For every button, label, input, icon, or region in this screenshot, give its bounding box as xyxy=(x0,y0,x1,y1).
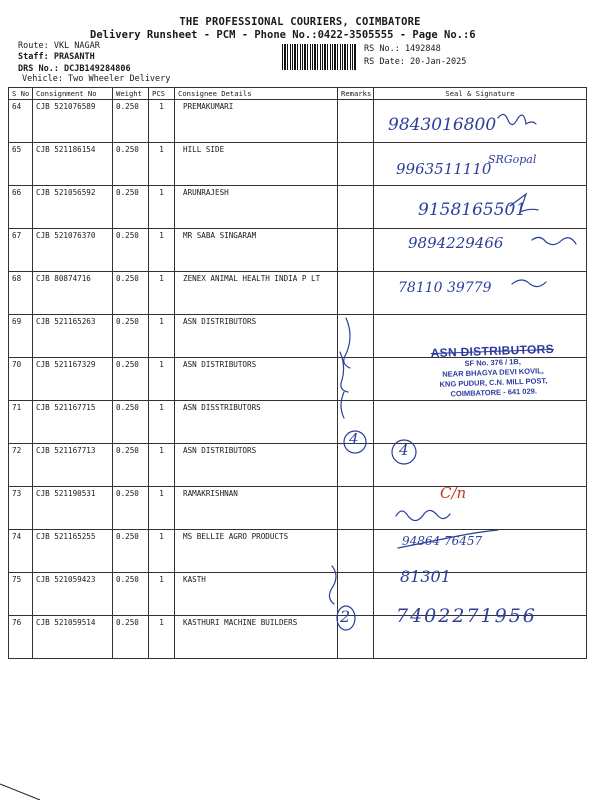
stamp-line-3: KNG PUDUR, C.N. MILL POST, xyxy=(439,376,548,389)
col-weight: Weight xyxy=(113,88,149,100)
cell-pcs: 1 xyxy=(149,573,175,616)
cell-consignment: CJB 521167715 xyxy=(33,401,113,444)
hw-phone-64: 9843016800 xyxy=(388,115,497,135)
cell-remarks xyxy=(338,143,374,186)
cell-weight: 0.250 xyxy=(113,186,149,229)
cell-consignee: HILL SIDE xyxy=(175,143,338,186)
cell-sno: 70 xyxy=(9,358,33,401)
cell-consignment: CJB 521059514 xyxy=(33,616,113,659)
stamp-line-4: COIMBATORE - 641 029. xyxy=(450,386,538,399)
barcode xyxy=(282,44,357,70)
cell-weight: 0.250 xyxy=(113,530,149,573)
cell-pcs: 1 xyxy=(149,186,175,229)
cell-consignee: ASN DISTRIBUTORS xyxy=(175,315,338,358)
cell-weight: 0.250 xyxy=(113,487,149,530)
cell-consignee: KASTH xyxy=(175,573,338,616)
cell-pcs: 1 xyxy=(149,272,175,315)
cell-consignee: ASN DISTRIBUTORS xyxy=(175,358,338,401)
cell-remarks xyxy=(338,315,374,358)
cell-sno: 75 xyxy=(9,573,33,616)
cell-weight: 0.250 xyxy=(113,272,149,315)
table-row xyxy=(9,444,587,487)
cell-pcs: 1 xyxy=(149,444,175,487)
cell-consignee: RAMAKRISHNAN xyxy=(175,487,338,530)
cell-sno: 67 xyxy=(9,229,33,272)
cell-sno: 73 xyxy=(9,487,33,530)
col-sno: S No xyxy=(9,88,33,100)
cell-signature xyxy=(374,401,587,444)
cell-remarks xyxy=(338,530,374,573)
cell-consignment: CJB 521167713 xyxy=(33,444,113,487)
cell-consignment: CJB 521076589 xyxy=(33,100,113,143)
cell-weight: 0.250 xyxy=(113,358,149,401)
table-row xyxy=(9,530,587,573)
cell-remarks xyxy=(338,100,374,143)
cell-weight: 0.250 xyxy=(113,401,149,444)
cell-sno: 68 xyxy=(9,272,33,315)
cell-consignee: ZENEX ANIMAL HEALTH INDIA P LT xyxy=(175,272,338,315)
cell-consignment: CJB 521165255 xyxy=(33,530,113,573)
hw-sign-75: 81301 xyxy=(400,567,451,586)
rs-date: RS Date: 20-Jan-2025 xyxy=(364,57,467,67)
cell-consignee: ASN DISSTRIBUTORS xyxy=(175,401,338,444)
route: Route: VKL NAGAR xyxy=(18,41,100,51)
cell-pcs: 1 xyxy=(149,229,175,272)
rs-number: RS No.: 1492848 xyxy=(364,44,441,54)
cell-consignee: KASTHURI MACHINE BUILDERS xyxy=(175,616,338,659)
vehicle: Vehicle: Two Wheeler Delivery xyxy=(22,74,171,84)
cell-consignment: CJB 521056592 xyxy=(33,186,113,229)
hw-phone-74: 94864 76457 xyxy=(402,534,483,548)
drs-number: DRS No.: DCJB149284806 xyxy=(18,64,131,74)
hw-sign-72: 4 xyxy=(399,441,409,459)
cell-sno: 66 xyxy=(9,186,33,229)
cell-sno: 72 xyxy=(9,444,33,487)
cell-consignment: CJB 80874716 xyxy=(33,272,113,315)
cell-pcs: 1 xyxy=(149,143,175,186)
col-consignment: Consignment No xyxy=(33,88,113,100)
cell-weight: 0.250 xyxy=(113,616,149,659)
company-stamp xyxy=(407,341,579,401)
cell-weight: 0.250 xyxy=(113,143,149,186)
cell-remarks xyxy=(338,229,374,272)
hw-phone-66: 9158165501 xyxy=(418,200,527,220)
cell-weight: 0.250 xyxy=(113,229,149,272)
table-header xyxy=(9,88,587,100)
staff: Staff: PRASANTH xyxy=(18,52,95,62)
hw-sign-73: C/n xyxy=(440,484,467,502)
cell-weight: 0.250 xyxy=(113,573,149,616)
cell-remarks xyxy=(338,358,374,401)
cell-pcs: 1 xyxy=(149,487,175,530)
cell-remarks xyxy=(338,272,374,315)
cell-remarks xyxy=(338,186,374,229)
cell-remarks xyxy=(338,444,374,487)
stamp-line-2: NEAR BHAGYA DEVI KOVIL, xyxy=(442,366,544,379)
sheet-title: THE PROFESSIONAL COURIERS, COIMBATORE xyxy=(179,16,421,28)
table-row xyxy=(9,401,587,444)
cell-sno: 65 xyxy=(9,143,33,186)
cell-pcs: 1 xyxy=(149,530,175,573)
col-pcs: PCS xyxy=(149,88,175,100)
cell-remarks xyxy=(338,487,374,530)
cell-consignment: CJB 521059423 xyxy=(33,573,113,616)
cell-pcs: 1 xyxy=(149,315,175,358)
hw-phone-65: 9963511110 xyxy=(396,160,492,178)
hw-phone-76: 7402271956 xyxy=(396,605,537,627)
cell-signature xyxy=(374,487,587,530)
cell-sno: 74 xyxy=(9,530,33,573)
hw-name-65: SRGopal xyxy=(488,153,537,166)
cell-sno: 71 xyxy=(9,401,33,444)
cell-weight: 0.250 xyxy=(113,444,149,487)
cell-pcs: 1 xyxy=(149,100,175,143)
corner-mark xyxy=(0,784,40,800)
cell-consignment: CJB 521167329 xyxy=(33,358,113,401)
hw-phone-68: 78110 39779 xyxy=(398,280,492,296)
col-remarks: Remarks xyxy=(338,88,374,100)
cell-pcs: 1 xyxy=(149,358,175,401)
hw-remark-72: 4 xyxy=(349,430,359,448)
cell-sno: 64 xyxy=(9,100,33,143)
cell-consignment: CJB 521186154 xyxy=(33,143,113,186)
cell-pcs: 1 xyxy=(149,616,175,659)
cell-weight: 0.250 xyxy=(113,100,149,143)
cell-consignment: CJB 521076370 xyxy=(33,229,113,272)
table-row xyxy=(9,272,587,315)
cell-sno: 76 xyxy=(9,616,33,659)
cell-consignee: MR SABA SINGARAM xyxy=(175,229,338,272)
cell-consignee: ARUNRAJESH xyxy=(175,186,338,229)
stamp-name: ASN DISTRIBUTORS xyxy=(430,341,555,361)
hw-phone-67: 9894229466 xyxy=(408,234,504,252)
cell-sno: 69 xyxy=(9,315,33,358)
cell-consignee: PREMAKUMARI xyxy=(175,100,338,143)
cell-weight: 0.250 xyxy=(113,315,149,358)
cell-consignee: MS BELLIE AGRO PRODUCTS xyxy=(175,530,338,573)
sheet-subtitle: Delivery Runsheet - PCM - Phone No.:0422-3505555 - Page No.:6 xyxy=(90,29,476,41)
stamp-line-1: SF No. 376 / 1B, xyxy=(464,357,521,368)
hw-remark-76: 2 xyxy=(340,607,351,626)
cell-consignment: CJB 521165263 xyxy=(33,315,113,358)
cell-pcs: 1 xyxy=(149,401,175,444)
table-row xyxy=(9,100,587,143)
col-consignee: Consignee Details xyxy=(175,88,338,100)
table-row xyxy=(9,487,587,530)
col-signature: Seal & Signature xyxy=(374,88,587,100)
cell-consignee: ASN DISTRIBUTORS xyxy=(175,444,338,487)
cell-consignment: CJB 521190531 xyxy=(33,487,113,530)
